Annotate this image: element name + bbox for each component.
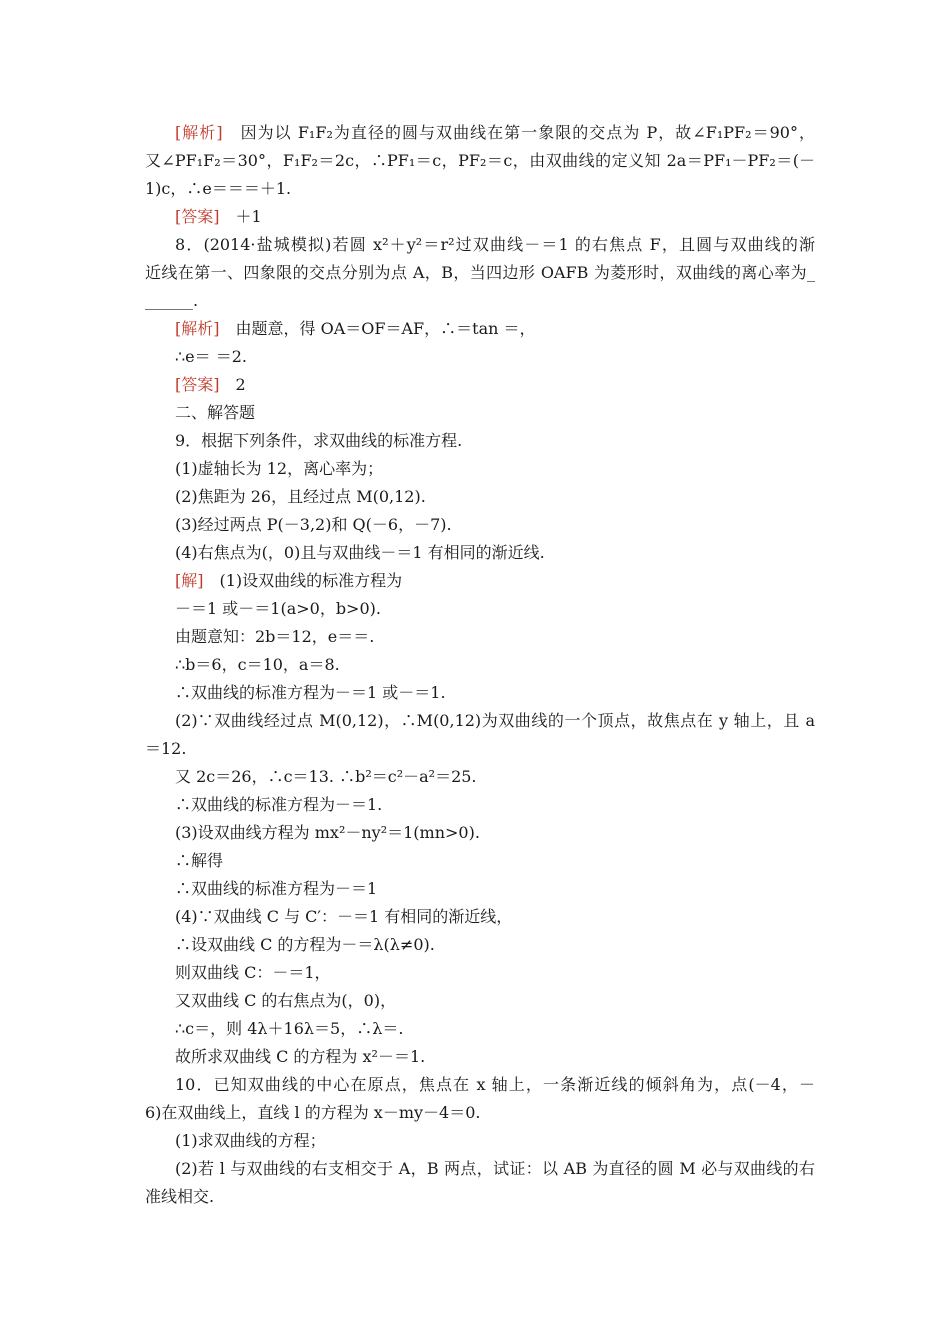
solution-line [175,567,815,595]
text: (4)∵双曲线 C 与 C′：－＝1 有相同的渐近线， [175,907,513,926]
text: 10．已知双曲线的中心在原点，焦点在 x 轴上，一条渐近线的倾斜角为，点(－4，－ [175,1075,815,1094]
text: 近线在第一、四象限的交点分别为点 A，B，当四边形 OAFB 为菱形时，双曲线的离心率为_ [145,263,815,282]
text-line [175,343,815,371]
text: 由题意，得 OA＝OF＝AF，∴＝tan ＝， [219,319,536,338]
text: 故所求双曲线 C 的方程为 x²－＝1. [175,1047,426,1066]
text-line [175,679,815,707]
text-line [175,623,815,651]
text: ∴e＝ ＝2. [175,347,248,366]
text: 又∠PF₁F₂＝30°，F₁F₂＝2c，∴PF₁＝c，PF₂＝c，由双曲线的定义知 2a＝PF₁－PF₂＝(－ [145,151,815,170]
text: 2 [219,375,246,394]
question-9 [175,427,815,455]
text: ∴双曲线的标准方程为－＝1 或－＝1. [175,683,446,702]
answer-line [175,371,815,399]
text-line [175,931,815,959]
text-line [175,707,815,735]
text-line [175,875,815,903]
text: 则双曲线 C：－＝1， [175,963,331,982]
text: 又双曲线 C 的右焦点为(，0)， [175,991,397,1010]
text: 6)在双曲线上，直线 l 的方程为 x－my－4＝0. [145,1103,481,1122]
text-line [175,763,815,791]
text-line [145,735,815,763]
text: (3)设双曲线方程为 mx²－ny²＝1(mn>0). [175,823,480,842]
text: 二、解答题 [175,403,256,422]
text: (3)经过两点 P(－3,2)和 Q(－6，－7). [175,515,452,534]
text-line [175,595,815,623]
answer-tag: [答案] [175,375,220,394]
analysis-line [175,119,815,147]
text: ∴b＝6，c＝10，a＝8. [175,655,340,674]
text-line [175,987,815,1015]
text: ∴c＝，则 4λ＋16λ＝5，∴λ＝. [175,1019,404,1038]
text: (2)∵双曲线经过点 M(0,12)，∴M(0,12)为双曲线的一个顶点，故焦点在 y 轴上，且 a [175,711,815,730]
text-line [145,175,815,203]
text: ______. [145,291,199,310]
text-line [175,791,815,819]
text: 由题意知：2b＝12，e＝＝. [175,627,375,646]
text: (1)虚轴长为 12，离心率为； [175,459,384,478]
text-line [175,483,815,511]
text-line [175,455,815,483]
text: 9．根据下列条件，求双曲线的标准方程. [175,431,463,450]
answer-tag: [答案] [175,207,220,226]
text: ∴双曲线的标准方程为－＝1. [175,795,383,814]
text: 准线相交. [145,1187,215,1206]
text-line [145,259,815,287]
text-line [175,903,815,931]
text-line [175,1127,815,1155]
text: ∴设双曲线 C 的方程为－＝λ(λ≠0). [175,935,435,954]
answer-line [175,203,815,231]
text: ∴双曲线的标准方程为－＝1 [175,879,378,898]
text: (1)求双曲线的方程； [175,1131,326,1150]
text-line [175,1043,815,1071]
text-line [145,1183,815,1211]
solution-tag: [解] [175,571,204,590]
text-line [175,651,815,679]
text: 8．(2014·盐城模拟)若圆 x²＋y²＝r²过双曲线－＝1 的右焦点 F，且圆与双曲线的渐 [175,235,815,254]
question-10 [175,1071,815,1099]
text-line [175,539,815,567]
text: (4)右焦点为(，0)且与双曲线－＝1 有相同的渐近线. [175,543,545,562]
text: ∴解得 [175,851,224,870]
text: 又 2c＝26，∴c＝13. ∴b²＝c²－a²＝25. [175,767,477,786]
text-line [175,819,815,847]
analysis-line [175,315,815,343]
analysis-tag: [解析] [175,319,220,338]
text-line [175,1155,815,1183]
text-line [175,1015,815,1043]
text: 1)c，∴e＝＝＝＋1. [145,179,292,198]
section-heading [175,399,815,427]
text-line [175,511,815,539]
text-line [145,1099,815,1127]
question-8 [175,231,815,259]
text: ＝12. [145,739,187,758]
text: (2)焦距为 26，且经过点 M(0,12). [175,487,426,506]
text: (1)设双曲线的标准方程为 [203,571,403,590]
text: －＝1 或－＝1(a>0，b>0). [175,599,381,618]
text: (2)若 l 与双曲线的右支相交于 A，B 两点，试证：以 AB 为直径的圆 M 必与双曲线的右 [175,1159,815,1178]
text: ＋1 [219,207,262,226]
text-line [145,287,815,315]
text-line [175,847,815,875]
text: 因为以 F₁F₂为直径的圆与双曲线在第一象限的交点为 P，故∠F₁PF₂＝90°， [222,123,815,142]
text-line [175,959,815,987]
text-line [145,147,815,175]
analysis-tag: [解析] [175,123,223,142]
